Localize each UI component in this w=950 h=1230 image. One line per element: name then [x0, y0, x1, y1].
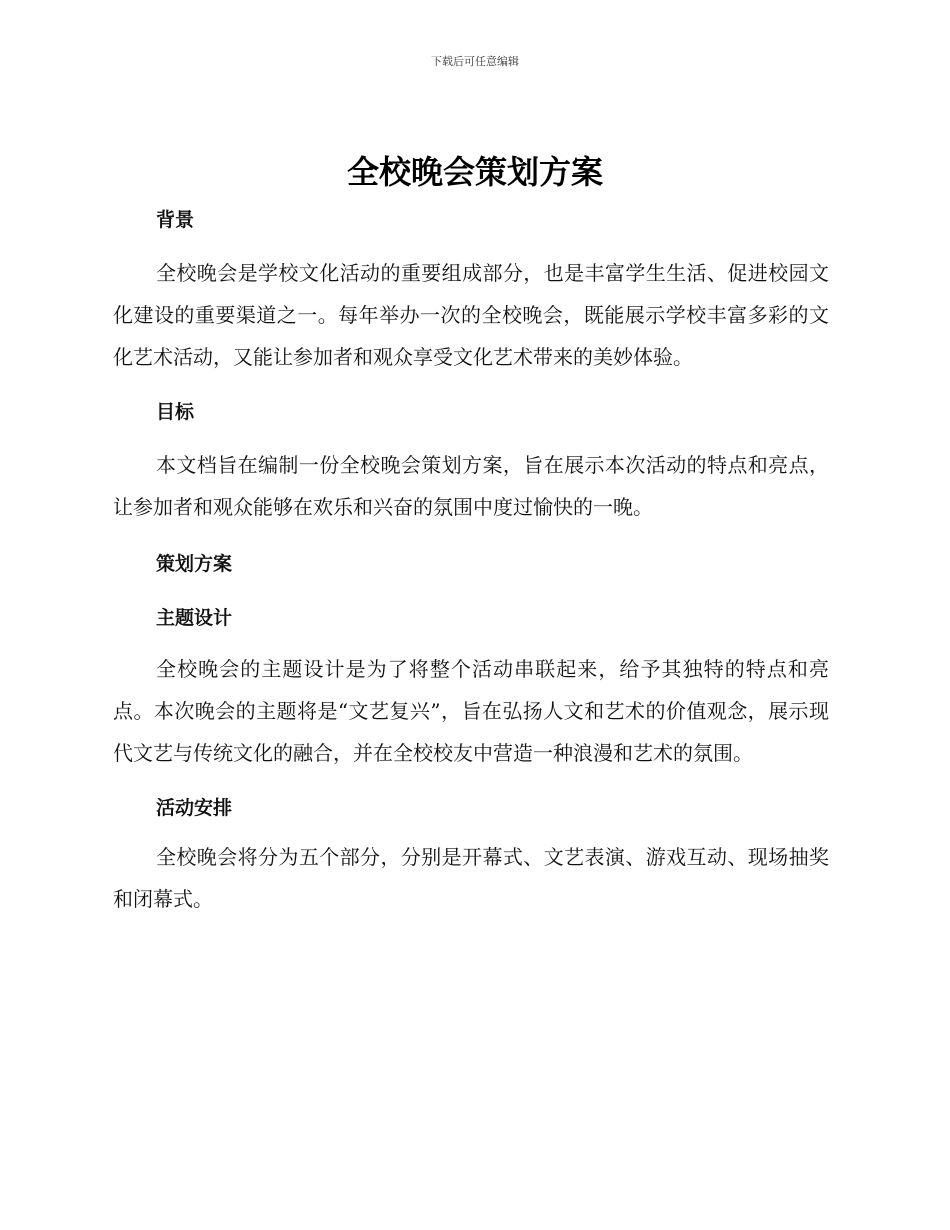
section-heading-goal: 目标: [156, 401, 195, 423]
paragraph-background: 全校晚会是学校文化活动的重要组成部分，也是丰富学生生活、促进校园文化建设的重要渠道之一。每年举办一次的全校晚会，既能展示学校丰富多彩的文化艺术活动，又能让参加者和观众享受文化艺术带来的美妙体验。: [113, 261, 829, 369]
section-heading-arrangement: 活动安排: [156, 797, 233, 819]
paragraph-arrangement: 全校晚会将分为五个部分，分别是开幕式、文艺表演、游戏互动、现场抽奖和闭幕式。: [113, 845, 829, 911]
paragraph-goal: 本文档旨在编制一份全校晚会策划方案，旨在展示本次活动的特点和亮点，让参加者和观众能够在欢乐和兴奋的氛围中度过愉快的一晚。: [113, 453, 829, 519]
document-body: [113, 200, 829, 920]
section-heading-background: 背景: [156, 209, 195, 231]
paragraph-theme: 全校晚会的主题设计是为了将整个活动串联起来，给予其独特的特点和亮点。本次晚会的主题将是“文艺复兴”，旨在弘扬人文和艺术的价值观念，展示现代文艺与传统文化的融合，并在全校校友中营造一种浪漫和艺术的氛围。: [113, 657, 829, 765]
section-heading-plan: 策划方案: [156, 553, 233, 575]
document-title: 全校晚会策划方案: [346, 153, 603, 191]
section-heading-theme: 主题设计: [156, 607, 233, 629]
page-header-note: 下载后可任意编辑: [431, 55, 519, 68]
